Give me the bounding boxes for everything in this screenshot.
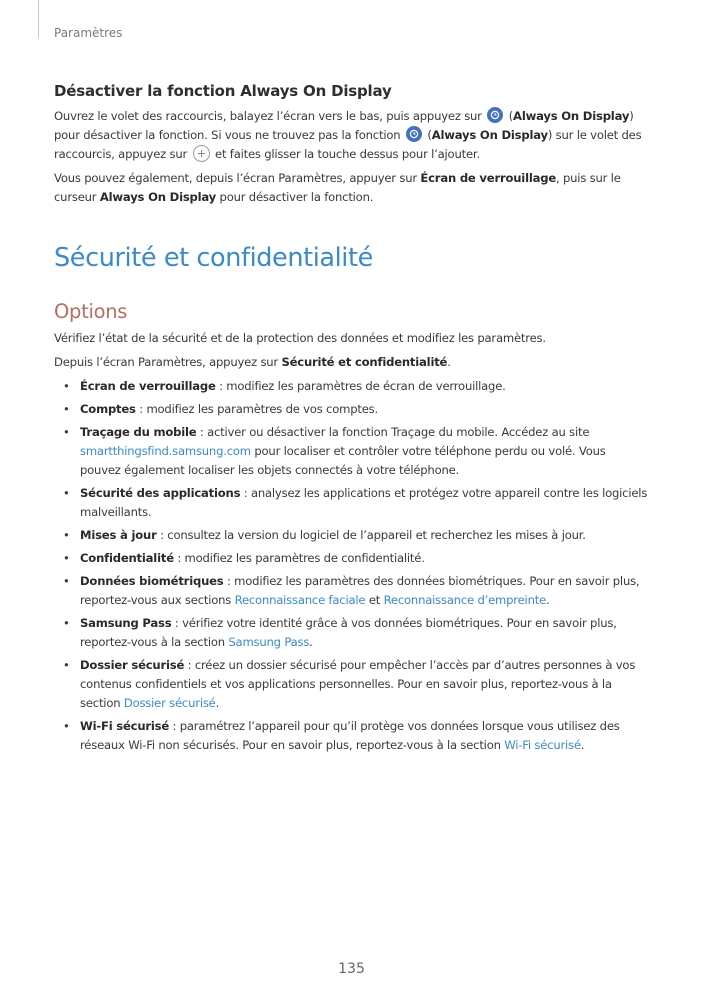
aod-p2-text-c: pour désactiver la fonction. (216, 190, 374, 204)
samsung-pass-link[interactable]: Samsung Pass (228, 635, 310, 649)
section-title: Sécurité et confidentialité (54, 243, 373, 273)
bullet-dot: • (63, 425, 70, 439)
options-intro: Vérifiez l’état de la sécurité et de la protection des données et modifiez les paramètres. (54, 331, 546, 345)
list-item-accounts (54, 400, 649, 419)
options-list (54, 377, 649, 755)
aod-p2-bold-1: Écran de verrouillage (420, 171, 557, 185)
aod-p1-text-f: et faites glisser la touche dessus pour l’ajouter. (211, 147, 480, 161)
item-term: Comptes (80, 402, 136, 416)
aod-p1-text-a: Ouvrez le volet des raccourcis, balayez l’écran vers le bas, puis appuyez sur (54, 109, 486, 123)
item-text: : modifiez les paramètres des données biométriques. Pour en savoir plus, reportez-vous aux sections (80, 574, 640, 607)
item-term: Mises à jour (80, 528, 157, 542)
options-path-text-b: . (447, 355, 451, 369)
item-text: : modifiez les paramètres de écran de verrouillage. (215, 379, 506, 393)
aod-p1-text-d: ( (423, 128, 432, 142)
item-text: : créez un dossier sécurisé pour empêcher l’accès par d’autres personnes à vos contenus confidentiels et vos applications personnelles. Pour en savoir plus, reportez-vous à la section (80, 658, 636, 710)
page-content (54, 82, 649, 759)
item-text: : paramétrez l’appareil pour qu’il protège vos données lorsque vous utilisez des réseaux Wi-Fi non sécurisés. Pour en savoir plus, reportez-vous à la section (80, 719, 620, 752)
item-term: Samsung Pass (80, 616, 172, 630)
aod-p2-text-a: Vous pouvez également, depuis l’écran Paramètres, appuyer sur (54, 171, 421, 185)
bullet-dot: • (63, 616, 70, 630)
item-text-3: . (546, 593, 550, 607)
header-rule (38, 0, 39, 38)
aod-p1-bold-2: Always On Display (431, 128, 548, 142)
item-term: Wi-Fi sécurisé (80, 719, 170, 733)
aod-p1-bold-1: Always On Display (513, 109, 630, 123)
item-text-2: pour localiser et contrôler votre téléphone perdu ou volé. Vous pouvez également localiser les objets connectés à votre téléphone. (80, 444, 606, 477)
item-text: : modifiez les paramètres de confidentialité. (173, 551, 425, 565)
bullet-dot: • (63, 574, 70, 588)
item-term: Sécurité des applications (80, 486, 241, 500)
bullet-dot: • (63, 486, 70, 500)
list-item-app-security (54, 484, 649, 522)
bullet-dot: • (63, 402, 70, 416)
aod-p1-text-e: ) sur le volet des raccourcis, appuyez sur (54, 128, 642, 161)
smartthings-link[interactable]: smartthingsfind.samsung.com (80, 444, 251, 458)
face-recognition-link[interactable]: Reconnaissance faciale (234, 593, 366, 607)
secure-wifi-link[interactable]: Wi-Fi sécurisé (504, 738, 581, 752)
aod-clock-icon-2 (406, 126, 422, 142)
item-text: : consultez la version du logiciel de l’appareil et recherchez les mises à jour. (156, 528, 586, 542)
item-text: : modifiez les paramètres de vos comptes. (135, 402, 378, 416)
item-term: Traçage du mobile (80, 425, 197, 439)
item-term: Données biométriques (80, 574, 224, 588)
item-term: Dossier sécurisé (80, 658, 185, 672)
options-title: Options (54, 300, 128, 323)
options-path (54, 353, 649, 372)
bullet-dot: • (63, 528, 70, 542)
aod-paragraph-1 (54, 107, 649, 164)
list-item-secure-folder (54, 656, 649, 713)
add-plus-icon (193, 145, 210, 162)
item-text-2: . (580, 738, 585, 752)
item-text-2: . (309, 635, 313, 649)
item-text-2: . (215, 696, 220, 710)
aod-p2-text-b: , puis sur le curseur (54, 171, 621, 204)
list-item-lock-screen (54, 377, 649, 396)
aod-p2-bold-2: Always On Display (99, 190, 217, 204)
item-text: : analysez les applications et protégez votre appareil contre les logiciels malveillants. (80, 486, 648, 519)
item-term: Écran de verrouillage (80, 379, 216, 393)
aod-heading: Désactiver la fonction Always On Display (54, 82, 392, 100)
fingerprint-link[interactable]: Reconnaissance d’empreinte (383, 593, 546, 607)
list-item-updates (54, 526, 649, 545)
list-item-biometrics (54, 572, 649, 610)
item-text: : activer ou désactiver la fonction Traçage du mobile. Accédez au site (196, 425, 590, 439)
header-section-label: Paramètres (54, 26, 123, 40)
item-text: : vérifiez votre identité grâce à vos données biométriques. Pour en savoir plus, reportez-vous à la section (80, 616, 617, 649)
list-item-privacy (54, 549, 649, 568)
bullet-dot: • (63, 658, 70, 672)
aod-paragraph-2 (54, 169, 649, 207)
list-item-secure-wifi (54, 717, 649, 755)
list-item-find-mobile (54, 423, 649, 480)
bullet-dot: • (63, 719, 70, 733)
item-text-2: et (365, 593, 384, 607)
item-term: Confidentialité (80, 551, 174, 565)
bullet-dot: • (63, 551, 70, 565)
secure-folder-link[interactable]: Dossier sécurisé (123, 696, 216, 710)
bullet-dot: • (63, 379, 70, 393)
aod-p1-text-b: ( (505, 109, 514, 123)
list-item-samsung-pass (54, 614, 649, 652)
options-path-text-a: Depuis l’écran Paramètres, appuyez sur (54, 355, 282, 369)
aod-p1-text-c: ) pour désactiver la fonction. Si vous ne trouvez pas la fonction (54, 109, 634, 142)
options-path-bold: Sécurité et confidentialité (281, 355, 448, 369)
aod-clock-icon (487, 107, 503, 123)
page-number: 135 (338, 961, 365, 977)
